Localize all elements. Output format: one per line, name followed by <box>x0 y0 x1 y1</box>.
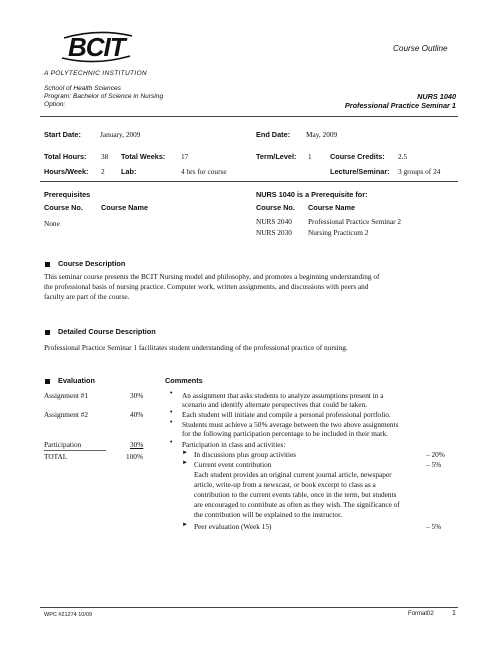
event-text-line: Each student provides an original current journal article, newspaper <box>194 470 392 479</box>
sub-item-label: In discussions plus group activities <box>194 450 297 459</box>
arrow-bullet-icon: ► <box>182 450 188 456</box>
event-text-line: are encouraged to contribute as often as they wish. The significance of <box>194 500 400 509</box>
total-hours-label: Total Hours: <box>44 152 87 161</box>
prereq-col-no: Course No. <box>44 203 83 212</box>
end-date-label: End Date: <box>256 130 291 139</box>
sub-item-label: Current event contribution <box>194 460 272 469</box>
description-line: faculty are part of the course. <box>44 292 130 301</box>
bullet-dot-icon: • <box>170 419 173 426</box>
prereq-for-col-name: Course Name <box>308 203 356 212</box>
event-text-line: article, write-up from a newscast, or book excerpt to class as a <box>194 480 376 489</box>
prereq-col-name: Course Name <box>101 203 149 212</box>
credits-label: Course Credits: <box>330 152 385 161</box>
prereq-for-name: Nursing Practicum 2 <box>308 228 369 237</box>
total-hours: 38 <box>101 152 109 161</box>
page-number: 1 <box>452 610 456 617</box>
comment-line: scenario and identify alternate perspectives that could be taken. <box>182 400 367 409</box>
eval-row-pct: 30% <box>130 391 144 400</box>
prereq-for-name: Professional Practice Seminar 2 <box>308 217 402 226</box>
logo-text: BCIT <box>68 32 125 62</box>
detailed-title: Detailed Course Description <box>58 327 156 336</box>
footer-format: Format02 <box>408 611 434 617</box>
info-divider <box>40 181 458 182</box>
section-bullet-icon <box>45 379 50 384</box>
comment-line: An assignment that asks students to analyze assumptions present in a <box>182 391 384 400</box>
eval-row-name: Assignment #2 <box>44 410 88 419</box>
hours-week: 2 <box>101 167 105 176</box>
lab-label: Lab: <box>121 167 137 176</box>
hours-week-label: Hours/Week: <box>44 167 89 176</box>
description-line: the professional basis of nursing practice. Computer work, written assignments, and discussions with peers and <box>44 282 369 291</box>
footer-divider <box>40 607 458 608</box>
bullet-dot-icon: • <box>170 409 173 416</box>
comment-line: Each student will initiate and compile a personal professional portfolio. <box>182 410 391 419</box>
event-text-line: contribution to the current events table, once in the term, but students <box>194 490 397 499</box>
comment-line: Students must achieve a 50% average between the two above assignments <box>182 420 399 429</box>
term-label: Term/Level: <box>256 152 297 161</box>
doc-type: Course Outline <box>393 44 448 53</box>
description-title: Course Description <box>58 259 126 268</box>
comment-line: for the following participation percentage to be included in their mark. <box>182 429 389 438</box>
event-text-line: the contribution will be explained to the instructor. <box>194 510 342 519</box>
sub-item-pct: – 20% <box>426 450 445 459</box>
section-bullet-icon <box>45 330 50 335</box>
arrow-bullet-icon: ► <box>182 460 188 466</box>
eval-row-pct: 40% <box>130 410 144 419</box>
comment-line: Participation in class and activities: <box>182 440 286 449</box>
eval-row-name: TOTAL <box>44 452 68 461</box>
program-name: Program: Bachelor of Science in Nursing <box>44 93 164 100</box>
prereq-none: None <box>44 219 60 228</box>
peer-eval-pct: – 5% <box>426 522 442 531</box>
bullet-dot-icon: • <box>170 390 173 397</box>
bullet-dot-icon: • <box>170 439 173 446</box>
term-value: 1 <box>308 152 312 161</box>
course-code: NURS 1040 <box>417 92 456 101</box>
start-date: January, 2009 <box>100 130 141 139</box>
prereq-for-no: NURS 2040 <box>256 217 292 226</box>
detailed-text: Professional Practice Seminar 1 facilitates student understanding of the professional practice of nursing. <box>44 343 348 352</box>
option-label: Option: <box>44 101 66 108</box>
eval-row-pct: 100% <box>126 452 144 461</box>
lab-value: 4 hrs for course <box>181 167 227 176</box>
lecture-value: 3 groups of 24 <box>398 167 441 176</box>
total-weeks-label: Total Weeks: <box>121 152 166 161</box>
arrow-bullet-icon: ► <box>182 522 188 528</box>
eval-row-pct: 30% <box>130 440 144 449</box>
bcit-logo <box>58 30 136 64</box>
peer-eval-label: Peer evaluation (Week 15) <box>194 522 272 531</box>
prereq-title: Prerequisites <box>44 190 91 199</box>
section-bullet-icon <box>45 262 50 267</box>
evaluation-title: Evaluation <box>58 376 95 385</box>
prereq-for-col-no: Course No. <box>256 203 295 212</box>
end-date: May, 2009 <box>306 130 338 139</box>
lecture-label: Lecture/Seminar: <box>330 167 390 176</box>
prereq-for-title: NURS 1040 is a Prerequisite for: <box>256 190 368 199</box>
course-title: Professional Practice Seminar 1 <box>344 101 456 110</box>
description-line: This seminar course presents the BCIT Nursing model and philosophy, and promotes a beginning understanding of <box>44 272 380 281</box>
eval-row-name: Assignment #1 <box>44 391 88 400</box>
footer-left: WPC #21274 10/09 <box>44 612 93 618</box>
start-date-label: Start Date: <box>44 130 81 139</box>
prereq-for-no: NURS 2030 <box>256 228 292 237</box>
tagline: A POLYTECHNIC INSTITUTION <box>44 70 147 77</box>
eval-row-name: Participation <box>44 440 82 449</box>
total-rule <box>44 450 106 451</box>
comments-title: Comments <box>165 376 203 385</box>
header-divider <box>40 116 458 117</box>
school-name: School of Health Sciences <box>44 85 121 92</box>
credits-value: 2.5 <box>398 152 408 161</box>
sub-item-pct: – 5% <box>426 460 442 469</box>
total-weeks: 17 <box>181 152 189 161</box>
